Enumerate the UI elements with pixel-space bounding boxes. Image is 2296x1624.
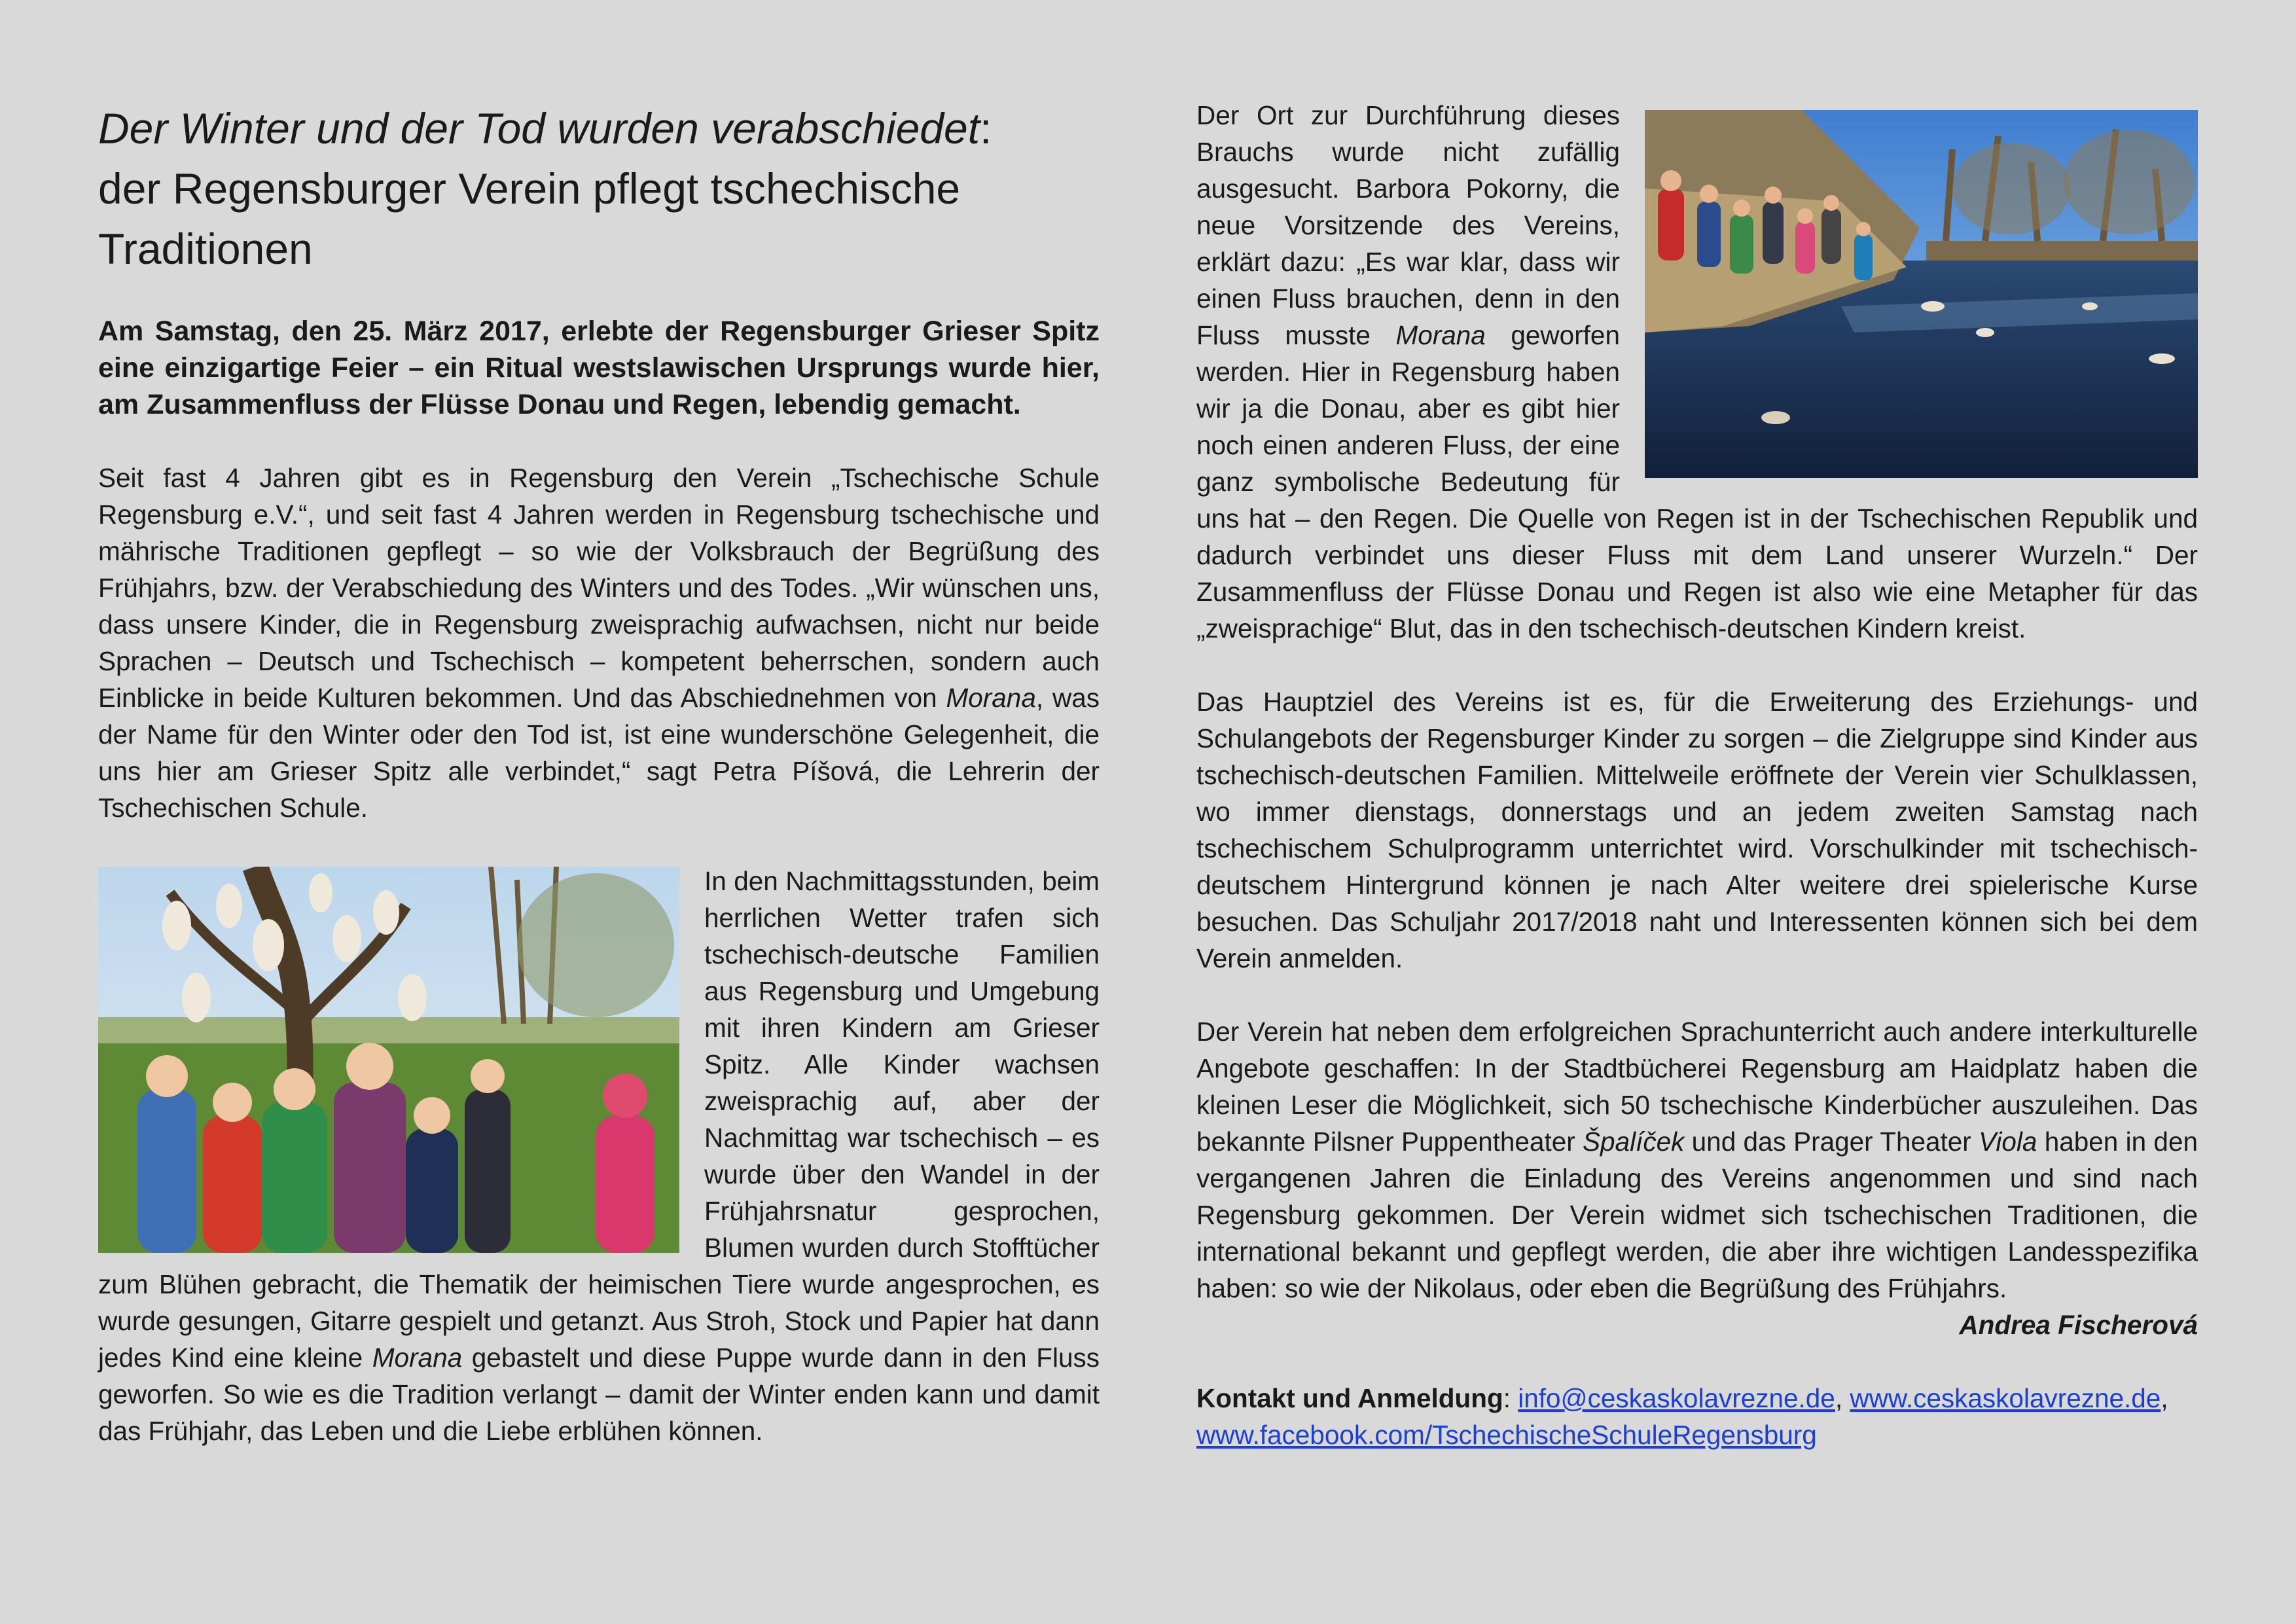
paragraph-1 [98, 460, 1100, 826]
paragraph-5-text-a: Der Verein hat neben dem erfolgreichen Sprachunterricht auch andere interkulturelle Angebote geschaffen: In der Stadtbücherei Regensburg am Haidplatz haben die kleinen Leser die Möglichkeit, sich 50 tschechische Kinderbücher auszuleihen. Das bekannte Pilsner Puppentheater [1196, 1017, 2198, 1157]
paragraph-2-text-b: gebastelt und diese Puppe wurde dann in den Fluss geworfen. So wie es die Tradition verlangt – damit der Winter enden kann und damit das Frühjahr, das Leben und die Liebe erblühen können. [98, 1343, 1100, 1446]
contact-label: Kontakt und Anmeldung [1196, 1383, 1503, 1413]
paragraph-2-text-a: In den Nachmittagsstunden, beim herrlichen Wetter trafen sich tschechisch-deutsche Familien aus Regensburg und Umgebung mit ihren Kindern am Grieser Spitz. Alle Kinder wachsen zweisprachig auf, aber der Nachmittag war tschechisch – es wurde über den Wandel in der Frühjahrsnatur gesprochen, Blumen wurden durch Stofftücher zum Blühen gebracht, die Thematik der heimischen Tiere wurde angesprochen, es wurde gesungen, Gitarre gespielt und getanzt. Aus Stroh, Stock und Papier hat dann jedes Kind eine kleine [98, 866, 1100, 1373]
contact-line [1196, 1380, 2198, 1453]
paragraph-5-text-b: und das Prager Theater [1684, 1127, 1979, 1157]
contact-colon: : [1503, 1383, 1518, 1413]
paragraph-5 [1196, 1013, 2198, 1307]
left-column [98, 98, 1100, 1449]
morana-italic: Morana [1395, 320, 1486, 350]
facebook-link[interactable]: www.facebook.com/TschechischeSchuleRegensburg [1196, 1420, 1817, 1450]
paragraph-3-text-b: geworfen werden. Hier in Regensburg haben wir ja die Donau, aber es gibt hier noch einen anderen Fluss, der eine ganz symbolische Bedeutung für uns hat – den Regen. Die Quelle von Regen ist in der Tschechischen Republik und dadurch verbindet uns dieser Fluss mit dem Land unserer Wurzeln.“ Der Zusammenfluss der Flüsse Donau und Regen ist also wie eine Metapher für das „zweisprachige“ Blut, das in den tschechisch-deutschen Kindern kreist. [1196, 320, 2198, 643]
viola-italic: Viola [1979, 1127, 2037, 1157]
website-link[interactable]: www.ceskaskolavrezne.de [1850, 1383, 2161, 1413]
morana-italic: Morana [372, 1343, 463, 1373]
children-tree-photo [98, 867, 679, 1253]
paragraph-4: Das Hauptziel des Vereins ist es, für die Erweiterung des Erziehungs- und Schulangebots der Regensburger Kinder zu sorgen – die Zielgruppe sind Kinder aus tschechisch-deutschen Familien. Mittelweile eröffnete der Verein vier Schulklassen, wo immer dienstags, donnerstags und an jedem zweiten Samstag nach tschechischem Schulprogramm unterrichtet wird. Vorschulkinder mit tschechisch-deutschem Hintergrund können je nach Alter weitere drei spielerische Kurse besuchen. Das Schuljahr 2017/2018 naht und Interessenten können sich bei dem Verein anmelden. [1196, 687, 2198, 973]
paragraph-3-text-a: Der Ort zur Durchführung dieses Brauchs wurde nicht zufällig ausgesucht. Barbora Pokorny, die neue Vorsitzende des Vereins, erklärt dazu: „Es war klar, dass wir einen Fluss brauchen, denn in den Fluss musste [1196, 100, 1620, 350]
contact-separator: , [1835, 1383, 1850, 1413]
title-rest: der Regensburger Verein pflegt tschechische Traditionen [98, 164, 961, 273]
paragraph-1-text-b: , was der Name für den Winter oder den Tod ist, ist eine wunderschöne Gelegenheit, die uns hier am Grieser Spitz alle verbindet,“ sagt Petra Píšová, die Lehrerin der Tschechischen Schule. [98, 683, 1100, 823]
right-column [1196, 97, 2198, 1453]
title-italic-part: Der Winter und der Tod wurden verabschiedet [98, 104, 980, 153]
contact-comma: , [2161, 1383, 2168, 1413]
paragraph-1-text-a: Seit fast 4 Jahren gibt es in Regensburg den Verein „Tschechische Schule Regensburg e.V.“, und seit fast 4 Jahren werden in Regensburg tschechische und mährische Traditionen gepflegt – so wie der Volksbrauch der Begrüßung des Frühjahrs, bzw. der Verabschiedung des Winters und des Todes. „Wir wünschen uns, dass unsere Kinder, die in Regensburg zweisprachig aufwachsen, nicht nur beide Sprachen – Deutsch und Tschechisch – kompetent beherrschen, sondern auch Einblicke in beide Kulturen bekommen. Und das Abschiednehmen von [98, 463, 1100, 713]
spalicek-italic: Špalíček [1583, 1127, 1685, 1157]
paragraph-3-block [1196, 97, 2198, 647]
title-colon: : [980, 104, 992, 153]
river-photo [1645, 110, 2198, 478]
author-signature: Andrea Fischerová [1959, 1310, 2198, 1340]
paragraph-5-text-c: haben in den vergangenen Jahren die Einladung des Vereins angenommen und sind nach Regensburg gekommen. Der Verein widmet sich tschechischen Traditionen, die international bekannt und gepflegt werden, die aber ihre wichtigen Landesspezifika haben: so wie der Nikolaus, oder eben die Begrüßung des Frühjahrs. [1196, 1127, 2198, 1303]
paragraph-2-block [98, 863, 1100, 1449]
article-lead: Am Samstag, den 25. März 2017, erlebte der Regensburger Grieser Spitz eine einzigartige Feier – ein Ritual westslawischen Ursprungs wurde hier, am Zusammenfluss der Flüsse Donau und Regen, lebendig gemacht. [98, 316, 1100, 420]
morana-italic: Morana [946, 683, 1036, 713]
article-title [98, 98, 1100, 279]
email-link[interactable]: info@ceskaskolavrezne.de [1518, 1383, 1835, 1413]
